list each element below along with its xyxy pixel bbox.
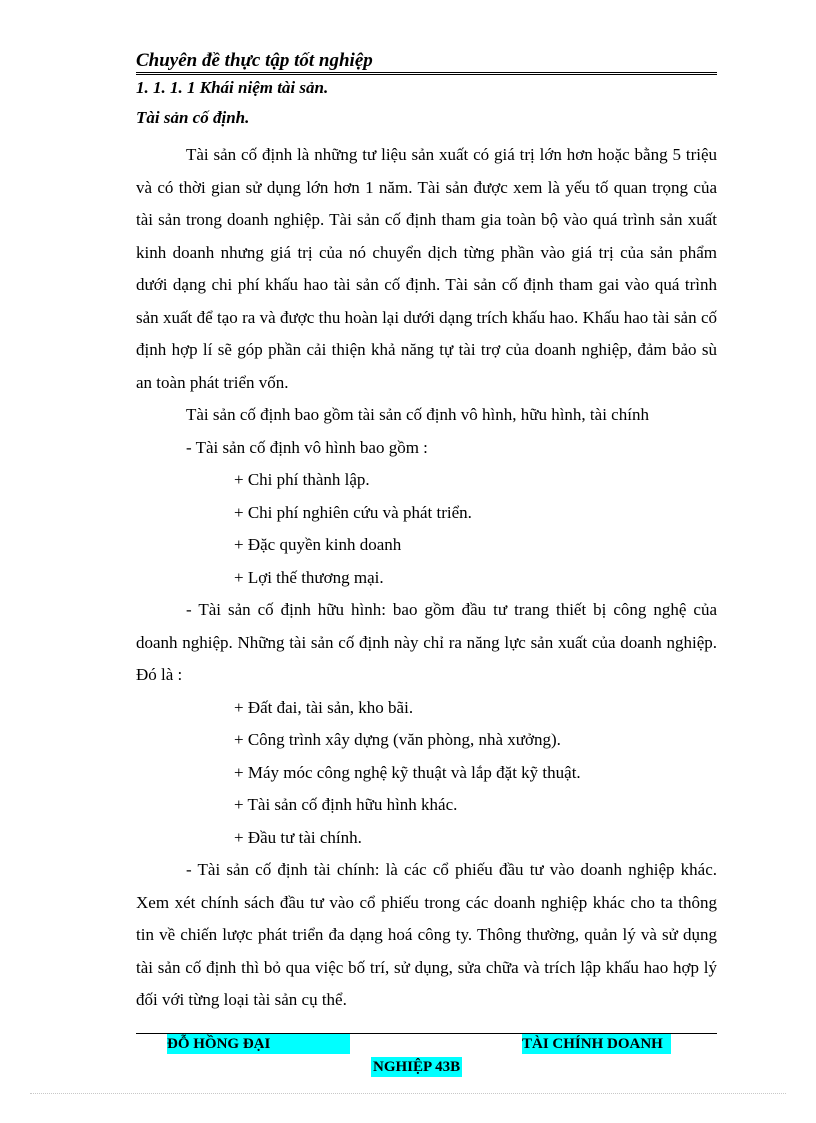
page-header <box>136 50 717 75</box>
list-item: + Máy móc công nghệ kỹ thuật và lắp đặt kỹ thuật. <box>234 762 581 782</box>
footer-author: ĐỖ HỒNG ĐẠI <box>167 1034 350 1054</box>
footer-class-part1: TÀI CHÍNH DOANH <box>522 1034 671 1054</box>
list-item: + Chi phí nghiên cứu và phát triển. <box>234 502 472 522</box>
list-item: + Đặc quyền kinh doanh <box>234 535 402 554</box>
list-item: + Công trình xây dựng (văn phòng, nhà xưởng). <box>234 730 561 749</box>
list-item: + Tài sản cố định hữu hình khác. <box>234 795 458 814</box>
paragraph-definition: Tài sản cố định là những tư liệu sản xuất có giá trị lớn hơn hoặc bằng 5 triệu và có thời gian sử dụng lớn hơn 1 năm. Tài sản được xem là yếu tố quan trọng của tài sản trong doanh nghiệp. Tài sản cố định tham gia toàn bộ vào quá trình sản xuất kinh doanh nhưng giá trị của nó chuyển dịch từng phần vào giá trị của sản phẩm dưới dạng chi phí khấu hao tài sản cố định. Tài sản cố định tham gai vào quá trình sản xuất để tạo ra và được thu hoàn lại dưới dạng trích khấu hao. Khấu hao tài sản cố định hợp lí sẽ góp phần cải thiện khả năng tự tài trợ của doanh nghiệp, đảm bảo sù an toàn phát triển vốn. <box>136 145 717 392</box>
paragraph-financial: - Tài sản cố định tài chính: là các cổ phiếu đầu tư vào doanh nghiệp khác. Xem xét chính sách đầu tư vào cổ phiếu trong các doanh nghiệp khác cho ta thông tin về chiến lược phát triển đa dạng hoá công ty. Thông thường, quản lý và sử dụng tài sản cố định thì bỏ qua việc bố trí, sử dụng, sửa chữa và trích lập khấu hao hợp lý đối với từng loại tài sản cụ thể. <box>136 860 717 1009</box>
page-bottom-dotted-line <box>30 1093 786 1094</box>
list-item: + Đầu tư tài chính. <box>234 827 362 847</box>
list-item: + Chi phí thành lập. <box>234 470 370 489</box>
list-item: + Đất đai, tài sản, kho bãi. <box>234 697 414 717</box>
header-title: Chuyên đề thực tập tốt nghiệp <box>136 50 373 71</box>
paragraph-tangible: - Tài sản cố định hữu hình: bao gồm đầu tư trang thiết bị công nghệ của doanh nghiệp. Những tài sản cố định này chỉ ra năng lực sản xuất của doanh nghiệp. Đó là : <box>136 600 717 684</box>
subsection-title: Tài sản cố định. <box>136 108 250 127</box>
body-content <box>136 139 717 1017</box>
intangible-heading: - Tài sản cố định vô hình bao gồm : <box>186 437 428 457</box>
section-title: 1. 1. 1. 1 Khái niệm tài sản. <box>136 78 329 97</box>
paragraph-categories: Tài sản cố định bao gồm tài sản cố định vô hình, hữu hình, tài chính <box>186 405 649 424</box>
footer-class-part2: NGHIỆP 43B <box>373 1059 461 1075</box>
list-item: + Lợi thế thương mại. <box>234 567 384 587</box>
